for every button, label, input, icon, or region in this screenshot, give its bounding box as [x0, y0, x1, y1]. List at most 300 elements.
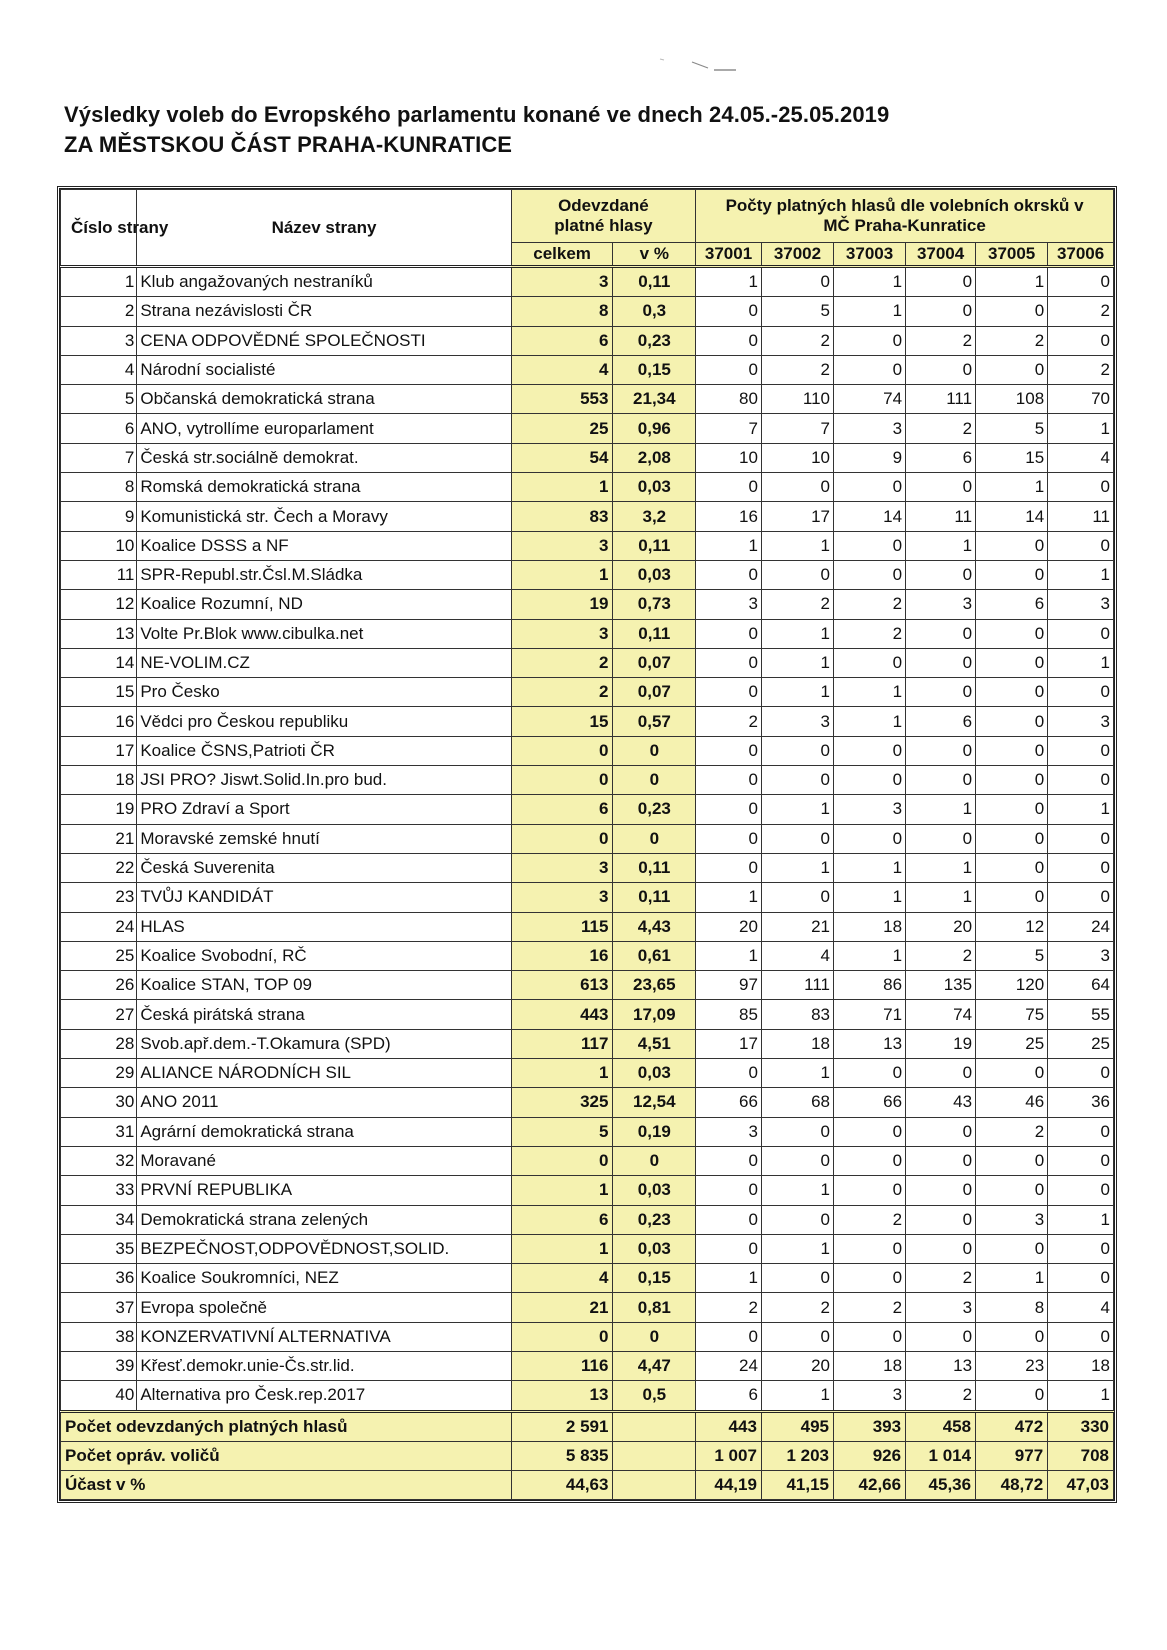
table-row [61, 707, 1114, 736]
party-name: TVŮJ KANDIDÁT [137, 883, 511, 912]
district-votes-37002: 83 [761, 1000, 833, 1029]
district-votes-37001: 85 [696, 1000, 762, 1029]
party-vote-percent: 0 [613, 736, 696, 765]
table-row [61, 531, 1114, 560]
party-vote-percent: 0,07 [613, 678, 696, 707]
district-votes-37006: 0 [1048, 883, 1114, 912]
table-row [61, 619, 1114, 648]
summary-label: Účast v % [61, 1470, 512, 1499]
table-row [61, 795, 1114, 824]
district-votes-37003: 9 [834, 443, 906, 472]
district-votes-37001: 0 [696, 853, 762, 882]
party-number: 5 [61, 385, 137, 414]
district-votes-37005: 25 [976, 1029, 1048, 1058]
district-votes-37006: 3 [1048, 941, 1114, 970]
district-votes-37002: 0 [761, 1264, 833, 1293]
summary-eligible-voters [61, 1441, 1114, 1470]
party-vote-percent: 0,5 [613, 1381, 696, 1411]
party-number: 17 [61, 736, 137, 765]
district-votes-37001: 17 [696, 1029, 762, 1058]
district-votes-37002: 0 [761, 267, 833, 297]
party-name: Agrární demokratická strana [137, 1117, 511, 1146]
district-votes-37003: 0 [834, 1176, 906, 1205]
party-number: 28 [61, 1029, 137, 1058]
party-vote-percent: 0,11 [613, 531, 696, 560]
district-votes-37005: 0 [976, 766, 1048, 795]
district-votes-37005: 5 [976, 941, 1048, 970]
table-row [61, 648, 1114, 677]
table-row [61, 766, 1114, 795]
party-total-votes: 3 [511, 853, 613, 882]
district-votes-37002: 17 [761, 502, 833, 531]
party-number: 24 [61, 912, 137, 941]
district-votes-37006: 0 [1048, 1146, 1114, 1175]
party-name: NE-VOLIM.CZ [137, 648, 511, 677]
district-votes-37003: 18 [834, 912, 906, 941]
district-votes-37005: 0 [976, 1176, 1048, 1205]
party-vote-percent: 0,57 [613, 707, 696, 736]
party-vote-percent: 0,03 [613, 560, 696, 589]
party-number: 19 [61, 795, 137, 824]
summary-total: 5 835 [511, 1441, 613, 1470]
header-district-37001: 37001 [696, 243, 762, 267]
party-name: Moravané [137, 1146, 511, 1175]
district-votes-37004: 0 [906, 560, 976, 589]
district-votes-37002: 2 [761, 355, 833, 384]
party-name: Koalice Svobodní, RČ [137, 941, 511, 970]
party-name: Občanská demokratická strana [137, 385, 511, 414]
district-votes-37002: 1 [761, 1176, 833, 1205]
party-name: Koalice ČSNS,Patrioti ČR [137, 736, 511, 765]
party-number: 6 [61, 414, 137, 443]
district-votes-37006: 0 [1048, 1059, 1114, 1088]
district-votes-37002: 1 [761, 678, 833, 707]
table-row [61, 883, 1114, 912]
district-votes-37005: 0 [976, 853, 1048, 882]
district-votes-37005: 12 [976, 912, 1048, 941]
party-number: 2 [61, 297, 137, 326]
district-votes-37006: 0 [1048, 619, 1114, 648]
header-district-37003: 37003 [834, 243, 906, 267]
district-votes-37001: 1 [696, 941, 762, 970]
table-row [61, 1117, 1114, 1146]
party-number: 10 [61, 531, 137, 560]
district-votes-37003: 0 [834, 766, 906, 795]
party-name: BEZPEČNOST,ODPOVĚDNOST,SOLID. [137, 1234, 511, 1263]
district-votes-37001: 20 [696, 912, 762, 941]
district-votes-37006: 1 [1048, 560, 1114, 589]
district-votes-37001: 66 [696, 1088, 762, 1117]
district-votes-37003: 3 [834, 795, 906, 824]
district-votes-37004: 0 [906, 1234, 976, 1263]
district-votes-37005: 0 [976, 707, 1048, 736]
district-votes-37004: 20 [906, 912, 976, 941]
party-total-votes: 5 [511, 1117, 613, 1146]
district-votes-37003: 2 [834, 1293, 906, 1322]
district-votes-37001: 0 [696, 326, 762, 355]
district-votes-37005: 23 [976, 1351, 1048, 1380]
party-total-votes: 15 [511, 707, 613, 736]
district-votes-37001: 6 [696, 1381, 762, 1411]
district-votes-37004: 0 [906, 824, 976, 853]
table-row [61, 1059, 1114, 1088]
party-total-votes: 1 [511, 473, 613, 502]
party-total-votes: 16 [511, 941, 613, 970]
district-votes-37005: 1 [976, 1264, 1048, 1293]
party-total-votes: 2 [511, 678, 613, 707]
party-total-votes: 443 [511, 1000, 613, 1029]
district-votes-37006: 0 [1048, 531, 1114, 560]
summary-district-37006: 47,03 [1048, 1470, 1114, 1499]
district-votes-37001: 0 [696, 473, 762, 502]
district-votes-37004: 0 [906, 648, 976, 677]
district-votes-37003: 66 [834, 1088, 906, 1117]
party-number: 40 [61, 1381, 137, 1411]
party-number: 11 [61, 560, 137, 589]
district-votes-37006: 0 [1048, 1264, 1114, 1293]
district-votes-37003: 1 [834, 297, 906, 326]
district-votes-37005: 0 [976, 355, 1048, 384]
party-name: KONZERVATIVNÍ ALTERNATIVA [137, 1322, 511, 1351]
district-votes-37006: 1 [1048, 648, 1114, 677]
district-votes-37003: 1 [834, 853, 906, 882]
party-vote-percent: 0,23 [613, 326, 696, 355]
district-votes-37004: 2 [906, 941, 976, 970]
district-votes-37002: 4 [761, 941, 833, 970]
district-votes-37004: 2 [906, 1381, 976, 1411]
district-votes-37004: 0 [906, 297, 976, 326]
district-votes-37004: 6 [906, 707, 976, 736]
party-number: 36 [61, 1264, 137, 1293]
district-votes-37001: 3 [696, 1117, 762, 1146]
table-row [61, 971, 1114, 1000]
district-votes-37005: 0 [976, 795, 1048, 824]
district-votes-37004: 0 [906, 1059, 976, 1088]
party-number: 22 [61, 853, 137, 882]
district-votes-37004: 2 [906, 326, 976, 355]
party-total-votes: 83 [511, 502, 613, 531]
party-vote-percent: 17,09 [613, 1000, 696, 1029]
title-line-1: Výsledky voleb do Evropského parlamentu konané ve dnech 24.05.-25.05.2019 [64, 102, 890, 127]
district-votes-37001: 0 [696, 1059, 762, 1088]
district-votes-37006: 0 [1048, 473, 1114, 502]
header-percent: v % [613, 243, 696, 267]
table-row [61, 590, 1114, 619]
party-number: 12 [61, 590, 137, 619]
party-total-votes: 0 [511, 1322, 613, 1351]
district-votes-37006: 18 [1048, 1351, 1114, 1380]
table-row [61, 473, 1114, 502]
district-votes-37006: 0 [1048, 678, 1114, 707]
header-district-37006: 37006 [1048, 243, 1114, 267]
district-votes-37002: 1 [761, 1234, 833, 1263]
district-votes-37004: 0 [906, 473, 976, 502]
district-votes-37001: 0 [696, 297, 762, 326]
results-table-frame [57, 186, 1117, 1503]
table-row [61, 1234, 1114, 1263]
district-votes-37005: 0 [976, 531, 1048, 560]
party-name: Koalice Soukromníci, NEZ [137, 1264, 511, 1293]
district-votes-37002: 0 [761, 473, 833, 502]
summary-district-37004: 458 [906, 1411, 976, 1441]
district-votes-37006: 0 [1048, 267, 1114, 297]
district-votes-37004: 0 [906, 1176, 976, 1205]
party-number: 38 [61, 1322, 137, 1351]
district-votes-37003: 18 [834, 1351, 906, 1380]
district-votes-37002: 111 [761, 971, 833, 1000]
table-header [61, 190, 1114, 267]
party-total-votes: 1 [511, 1176, 613, 1205]
district-votes-37002: 20 [761, 1351, 833, 1380]
page-title [64, 100, 889, 160]
district-votes-37003: 1 [834, 678, 906, 707]
party-name: Česká pirátská strana [137, 1000, 511, 1029]
district-votes-37002: 2 [761, 1293, 833, 1322]
district-votes-37003: 3 [834, 1381, 906, 1411]
party-vote-percent: 21,34 [613, 385, 696, 414]
district-votes-37005: 0 [976, 648, 1048, 677]
district-votes-37005: 1 [976, 473, 1048, 502]
party-name: Pro Česko [137, 678, 511, 707]
district-votes-37006: 0 [1048, 1117, 1114, 1146]
party-vote-percent: 0,11 [613, 853, 696, 882]
district-votes-37005: 0 [976, 297, 1048, 326]
district-votes-37005: 75 [976, 1000, 1048, 1029]
district-votes-37003: 0 [834, 1117, 906, 1146]
party-number: 21 [61, 824, 137, 853]
district-votes-37005: 0 [976, 1322, 1048, 1351]
party-vote-percent: 0 [613, 824, 696, 853]
district-votes-37005: 3 [976, 1205, 1048, 1234]
district-votes-37004: 13 [906, 1351, 976, 1380]
district-votes-37003: 0 [834, 1059, 906, 1088]
party-total-votes: 553 [511, 385, 613, 414]
district-votes-37004: 19 [906, 1029, 976, 1058]
party-number: 15 [61, 678, 137, 707]
district-votes-37005: 8 [976, 1293, 1048, 1322]
summary-total: 44,63 [511, 1470, 613, 1499]
party-total-votes: 1 [511, 1234, 613, 1263]
summary-percent [613, 1470, 696, 1499]
district-votes-37001: 0 [696, 736, 762, 765]
district-votes-37001: 10 [696, 443, 762, 472]
summary-district-37005: 48,72 [976, 1470, 1048, 1499]
party-total-votes: 6 [511, 795, 613, 824]
summary-district-37004: 1 014 [906, 1441, 976, 1470]
party-vote-percent: 12,54 [613, 1088, 696, 1117]
district-votes-37006: 2 [1048, 355, 1114, 384]
party-name: Evropa společně [137, 1293, 511, 1322]
party-total-votes: 4 [511, 355, 613, 384]
district-votes-37004: 3 [906, 590, 976, 619]
party-total-votes: 6 [511, 1205, 613, 1234]
district-votes-37003: 0 [834, 1234, 906, 1263]
district-votes-37001: 0 [696, 1176, 762, 1205]
party-number: 4 [61, 355, 137, 384]
district-votes-37005: 2 [976, 326, 1048, 355]
district-votes-37002: 7 [761, 414, 833, 443]
party-name: Křesť.demokr.unie-Čs.str.lid. [137, 1351, 511, 1380]
summary-district-37003: 926 [834, 1441, 906, 1470]
party-total-votes: 613 [511, 971, 613, 1000]
party-name: Komunistická str. Čech a Moravy [137, 502, 511, 531]
party-total-votes: 0 [511, 1146, 613, 1175]
summary-label: Počet opráv. voličů [61, 1441, 512, 1470]
party-total-votes: 3 [511, 267, 613, 297]
district-votes-37002: 3 [761, 707, 833, 736]
party-vote-percent: 0,23 [613, 1205, 696, 1234]
district-votes-37002: 18 [761, 1029, 833, 1058]
summary-rows [61, 1411, 1114, 1499]
district-votes-37004: 1 [906, 853, 976, 882]
district-votes-37003: 13 [834, 1029, 906, 1058]
district-votes-37002: 0 [761, 883, 833, 912]
district-votes-37003: 0 [834, 648, 906, 677]
party-vote-percent: 0,15 [613, 1264, 696, 1293]
party-vote-percent: 0,81 [613, 1293, 696, 1322]
party-number: 9 [61, 502, 137, 531]
party-number: 7 [61, 443, 137, 472]
district-votes-37001: 0 [696, 619, 762, 648]
party-name: Koalice Rozumní, ND [137, 590, 511, 619]
district-votes-37004: 0 [906, 267, 976, 297]
district-votes-37003: 0 [834, 1322, 906, 1351]
party-number: 35 [61, 1234, 137, 1263]
district-votes-37002: 0 [761, 1146, 833, 1175]
table-row [61, 941, 1114, 970]
district-votes-37004: 1 [906, 531, 976, 560]
party-total-votes: 1 [511, 1059, 613, 1088]
district-votes-37001: 80 [696, 385, 762, 414]
table-row [61, 1029, 1114, 1058]
table-row [61, 1264, 1114, 1293]
district-votes-37006: 4 [1048, 443, 1114, 472]
party-name: Česká str.sociálně demokrat. [137, 443, 511, 472]
table-row [61, 853, 1114, 882]
district-votes-37003: 0 [834, 736, 906, 765]
district-votes-37001: 1 [696, 883, 762, 912]
party-vote-percent: 0,03 [613, 1176, 696, 1205]
district-votes-37006: 0 [1048, 1322, 1114, 1351]
party-number: 18 [61, 766, 137, 795]
district-votes-37005: 0 [976, 678, 1048, 707]
party-name: Česká Suverenita [137, 853, 511, 882]
district-votes-37001: 0 [696, 560, 762, 589]
district-votes-37005: 120 [976, 971, 1048, 1000]
table-row [61, 1088, 1114, 1117]
party-name: Klub angažovaných nestraníků [137, 267, 511, 297]
party-name: ANO 2011 [137, 1088, 511, 1117]
summary-district-37002: 495 [761, 1411, 833, 1441]
party-total-votes: 0 [511, 824, 613, 853]
party-name: CENA ODPOVĚDNÉ SPOLEČNOSTI [137, 326, 511, 355]
district-votes-37006: 0 [1048, 1234, 1114, 1263]
district-votes-37006: 0 [1048, 1176, 1114, 1205]
party-name: Vědci pro Českou republiku [137, 707, 511, 736]
party-total-votes: 21 [511, 1293, 613, 1322]
table-row [61, 1000, 1114, 1029]
party-number: 23 [61, 883, 137, 912]
district-votes-37006: 0 [1048, 853, 1114, 882]
party-name: Demokratická strana zelených [137, 1205, 511, 1234]
party-total-votes: 3 [511, 883, 613, 912]
summary-district-37006: 708 [1048, 1441, 1114, 1470]
district-votes-37004: 6 [906, 443, 976, 472]
district-votes-37001: 2 [696, 1293, 762, 1322]
party-vote-percent: 4,47 [613, 1351, 696, 1380]
party-total-votes: 54 [511, 443, 613, 472]
district-votes-37006: 2 [1048, 297, 1114, 326]
district-votes-37001: 2 [696, 707, 762, 736]
district-votes-37001: 0 [696, 355, 762, 384]
district-votes-37006: 4 [1048, 1293, 1114, 1322]
party-vote-percent: 0,19 [613, 1117, 696, 1146]
district-votes-37006: 1 [1048, 414, 1114, 443]
party-name: Romská demokratická strana [137, 473, 511, 502]
table-row [61, 1322, 1114, 1351]
district-votes-37005: 0 [976, 1381, 1048, 1411]
district-votes-37003: 2 [834, 590, 906, 619]
district-votes-37006: 11 [1048, 502, 1114, 531]
district-votes-37006: 24 [1048, 912, 1114, 941]
district-votes-37005: 0 [976, 560, 1048, 589]
header-district-37004: 37004 [906, 243, 976, 267]
party-name: Koalice STAN, TOP 09 [137, 971, 511, 1000]
party-total-votes: 325 [511, 1088, 613, 1117]
party-total-votes: 116 [511, 1351, 613, 1380]
district-votes-37005: 0 [976, 1146, 1048, 1175]
party-name: Strana nezávislosti ČR [137, 297, 511, 326]
district-votes-37005: 6 [976, 590, 1048, 619]
district-votes-37004: 0 [906, 766, 976, 795]
party-vote-percent: 0,96 [613, 414, 696, 443]
party-total-votes: 115 [511, 912, 613, 941]
district-votes-37004: 135 [906, 971, 976, 1000]
district-votes-37001: 0 [696, 648, 762, 677]
district-votes-37004: 0 [906, 1205, 976, 1234]
district-votes-37002: 2 [761, 590, 833, 619]
summary-valid-votes [61, 1411, 1114, 1441]
district-votes-37005: 0 [976, 736, 1048, 765]
party-total-votes: 4 [511, 1264, 613, 1293]
party-number: 29 [61, 1059, 137, 1088]
header-district-37002: 37002 [761, 243, 833, 267]
district-votes-37004: 2 [906, 1264, 976, 1293]
table-row [61, 297, 1114, 326]
district-votes-37002: 0 [761, 1322, 833, 1351]
district-votes-37003: 86 [834, 971, 906, 1000]
district-votes-37006: 3 [1048, 590, 1114, 619]
district-votes-37004: 43 [906, 1088, 976, 1117]
table-row [61, 326, 1114, 355]
table-row [61, 502, 1114, 531]
district-votes-37006: 70 [1048, 385, 1114, 414]
summary-district-37001: 1 007 [696, 1441, 762, 1470]
party-name: Svob.apř.dem.-T.Okamura (SPD) [137, 1029, 511, 1058]
district-votes-37001: 16 [696, 502, 762, 531]
party-name: PRVNÍ REPUBLIKA [137, 1176, 511, 1205]
district-votes-37002: 1 [761, 619, 833, 648]
table-row [61, 443, 1114, 472]
district-votes-37002: 10 [761, 443, 833, 472]
table-row [61, 1351, 1114, 1380]
summary-district-37003: 393 [834, 1411, 906, 1441]
table-row [61, 1146, 1114, 1175]
district-votes-37005: 108 [976, 385, 1048, 414]
district-votes-37002: 0 [761, 766, 833, 795]
party-number: 30 [61, 1088, 137, 1117]
district-votes-37003: 0 [834, 824, 906, 853]
